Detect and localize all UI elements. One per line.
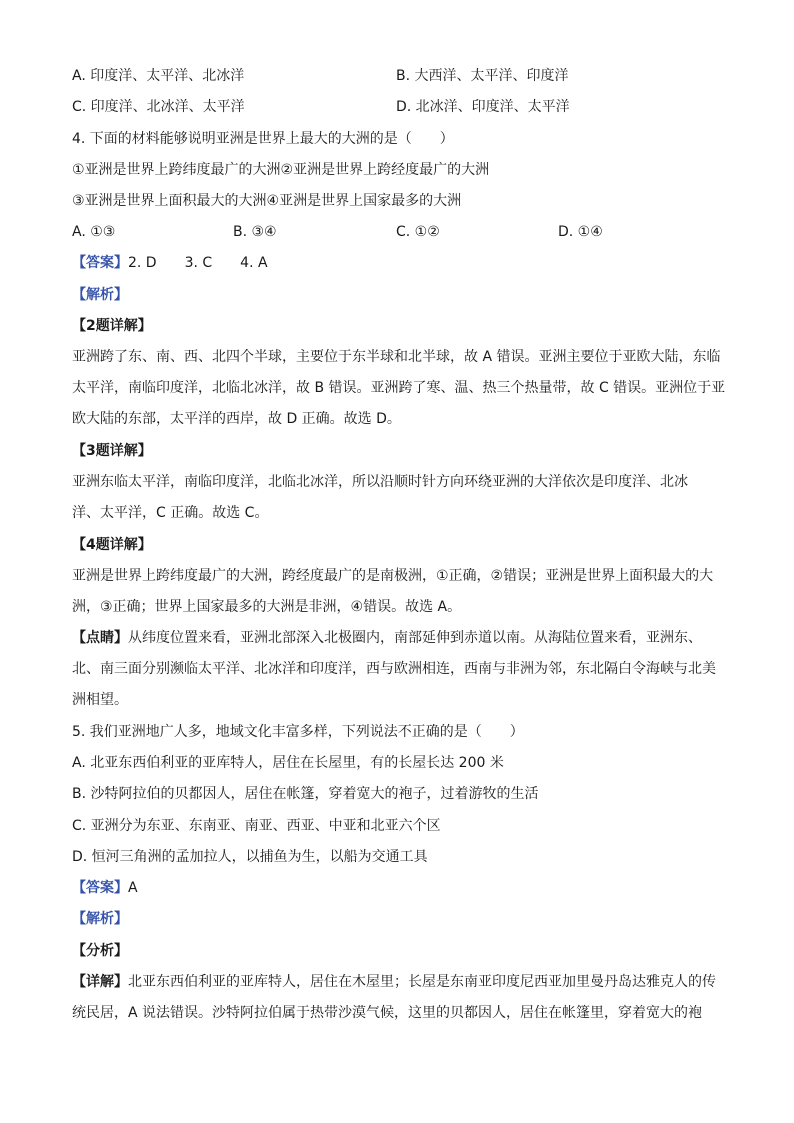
- q4-option-d: D. ①④: [558, 224, 603, 240]
- fenxi-tag: 【分析】: [72, 943, 128, 959]
- dianjing-tag: 【点睛】: [72, 630, 128, 646]
- xiangjie-line-1: [72, 972, 716, 992]
- detail-3-line: 亚洲东临太平洋，南临印度洋，北临北冰洋，所以沿顺时针方向环绕亚洲的大洋依次是印度洋、北冰: [72, 474, 688, 490]
- answer-line-1: [72, 253, 268, 273]
- q3-option-a: A. 印度洋、太平洋、北冰洋: [72, 68, 245, 84]
- xiangjie-tag: 【详解】: [72, 974, 128, 990]
- q3-option-b: B. 大西洋、太平洋、印度洋: [396, 68, 569, 84]
- detail-4-line: 洲，③正确；世界上国家最多的大洲是非洲，④错误。故选 A。: [72, 599, 462, 615]
- q4-option-b: B. ③④: [233, 224, 277, 240]
- detail-4-line: 亚洲是世界上跨纬度最广的大洲，跨经度最广的是南极洲，①正确，②错误；亚洲是世界上面积最大的大: [72, 568, 714, 584]
- q5-option-c: C. 亚洲分为东亚、东南亚、南亚、西亚、中亚和北亚六个区: [72, 818, 441, 834]
- q4-material-2: ③亚洲是世界上面积最大的大洲④亚洲是世界上国家最多的大洲: [72, 193, 462, 209]
- q3-option-c: C. 印度洋、北冰洋、太平洋: [72, 99, 245, 115]
- detail-2-line: 亚洲跨了东、南、西、北四个半球，主要位于东半球和北半球，故 A 错误。亚洲主要位于亚欧大陆，东临: [72, 349, 721, 365]
- dianjing-line: 洲相望。: [72, 692, 128, 708]
- analysis-tag: 【解析】: [72, 911, 128, 927]
- q5-option-b: B. 沙特阿拉伯的贝都因人，居住在帐篷，穿着宽大的袍子，过着游牧的生活: [72, 786, 539, 802]
- detail-3-tag: 【3题详解】: [72, 443, 152, 459]
- q5-stem: 5. 我们亚洲地广人多，地域文化丰富多样，下列说法不正确的是（ ）: [72, 724, 524, 740]
- analysis-tag: 【解析】: [72, 287, 128, 303]
- q5-option-d: D. 恒河三角洲的孟加拉人，以捕鱼为生，以船为交通工具: [72, 849, 428, 865]
- detail-2-tag: 【2题详解】: [72, 318, 152, 334]
- dianjing-line: 北、南三面分别濒临太平洋、北冰洋和印度洋，西与欧洲相连，西南与非洲为邻，东北隔白令海峡与北美: [72, 661, 716, 677]
- answer-text: 2. D 3. C 4. A: [128, 255, 268, 271]
- answer-text: A: [128, 880, 138, 896]
- q4-material-1: ①亚洲是世界上跨纬度最广的大洲②亚洲是世界上跨经度最广的大洲: [72, 162, 490, 178]
- answer-tag: 【答案】: [72, 880, 128, 896]
- xiangjie-text: 北亚东西伯利亚的亚库特人，居住在木屋里；长屋是东南亚印度尼西亚加里曼丹岛达雅克人的传: [128, 974, 716, 990]
- q4-option-c: C. ①②: [396, 224, 440, 240]
- detail-3-line: 洋、太平洋，C 正确。故选 C。: [72, 505, 269, 521]
- dianjing-line-1: [72, 628, 702, 648]
- detail-2-line: 太平洋，南临印度洋，北临北冰洋，故 B 错误。亚洲跨了寒、温、热三个热量带，故 C 错误。亚洲位于亚: [72, 380, 726, 396]
- answer-line-2: [72, 878, 138, 898]
- q5-option-a: A. 北亚东西伯利亚的亚库特人，居住在长屋里，有的长屋长达 200 米: [72, 755, 504, 771]
- q4-option-a: A. ①③: [72, 224, 116, 240]
- xiangjie-line: 统民居，A 说法错误。沙特阿拉伯属于热带沙漠气候，这里的贝都因人，居住在帐篷里，穿着宽大的袍: [72, 1005, 703, 1021]
- answer-tag: 【答案】: [72, 255, 128, 271]
- detail-4-tag: 【4题详解】: [72, 537, 152, 553]
- dianjing-text: 从纬度位置来看，亚洲北部深入北极圈内，南部延伸到赤道以南。从海陆位置来看，亚洲东、: [128, 630, 702, 646]
- q3-option-d: D. 北冰洋、印度洋、太平洋: [396, 99, 570, 115]
- detail-2-line: 欧大陆的东部，太平洋的西岸，故 D 正确。故选 D。: [72, 411, 401, 427]
- q4-stem: 4. 下面的材料能够说明亚洲是世界上最大的大洲的是（ ）: [72, 131, 454, 147]
